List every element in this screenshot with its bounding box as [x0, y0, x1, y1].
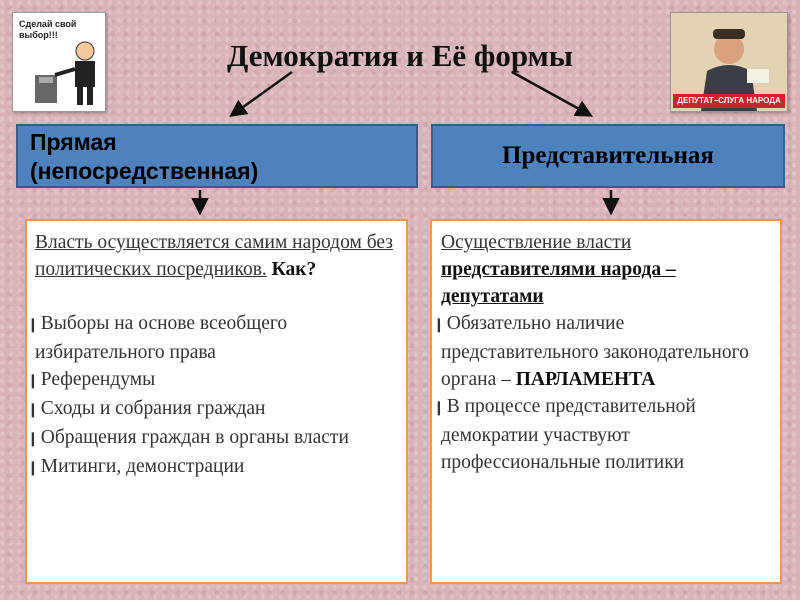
list-item-text: Выборы на основе всеобщего избирательного права: [35, 313, 288, 363]
voting-picture-caption: Сделай свой выбор!!!: [19, 19, 77, 40]
bullet-icon: ❙: [433, 401, 445, 416]
bullet-icon: ❙: [27, 432, 39, 447]
representative-democracy-box: [430, 219, 782, 584]
list-item: [27, 424, 400, 453]
bullet-icon: ❙: [27, 318, 39, 333]
representative-intro-bold: представителями народа – депутатами: [441, 259, 676, 307]
bullet-icon: ❙: [27, 374, 39, 389]
direct-intro: [35, 229, 400, 283]
list-item: [433, 393, 776, 476]
list-item-text: Референдумы: [40, 369, 156, 390]
bullet-icon: ❙: [27, 403, 39, 418]
direct-intro-question: Как?: [266, 259, 317, 280]
list-item-text: В процессе представительной демократии участвуют профессиональные политики: [441, 396, 696, 473]
arrow-to-direct: [232, 72, 292, 115]
list-item: [27, 453, 400, 482]
representative-intro: [441, 229, 776, 310]
bullet-icon: ❙: [433, 318, 445, 333]
arrow-to-representative: [512, 72, 590, 115]
deputy-poster-caption: ДЕПУТАТ–СЛУГА НАРОДА: [673, 94, 785, 108]
page-title: Демократия и Её формы: [227, 38, 573, 73]
bullet-icon: ❙: [27, 461, 39, 476]
direct-item-list: [27, 310, 400, 482]
list-item-text: Обращения граждан в органы власти: [40, 427, 349, 448]
parliament-text: ПАРЛАМЕНТА: [515, 369, 656, 390]
list-item-text: Сходы и собрания граждан: [40, 398, 266, 419]
list-item-text: Обязательно наличие представительного законодательного органа –: [441, 313, 749, 390]
list-item: [27, 310, 400, 366]
list-item: [27, 366, 400, 395]
representative-democracy-header: [431, 124, 785, 188]
list-item-text: Митинги, демонстрации: [40, 456, 245, 477]
direct-heading-line1: Прямая: [30, 129, 117, 155]
representative-heading: Представительная: [502, 142, 714, 169]
direct-democracy-box: [25, 219, 408, 584]
direct-democracy-header: [16, 124, 418, 188]
list-item: [27, 395, 400, 424]
direct-intro-text: Власть осуществляется самим народом без политических посредников.: [35, 232, 393, 280]
direct-heading-line2: (непосредственная): [30, 158, 259, 184]
list-item: [433, 310, 776, 393]
representative-intro-text: Осуществление власти: [441, 232, 632, 253]
